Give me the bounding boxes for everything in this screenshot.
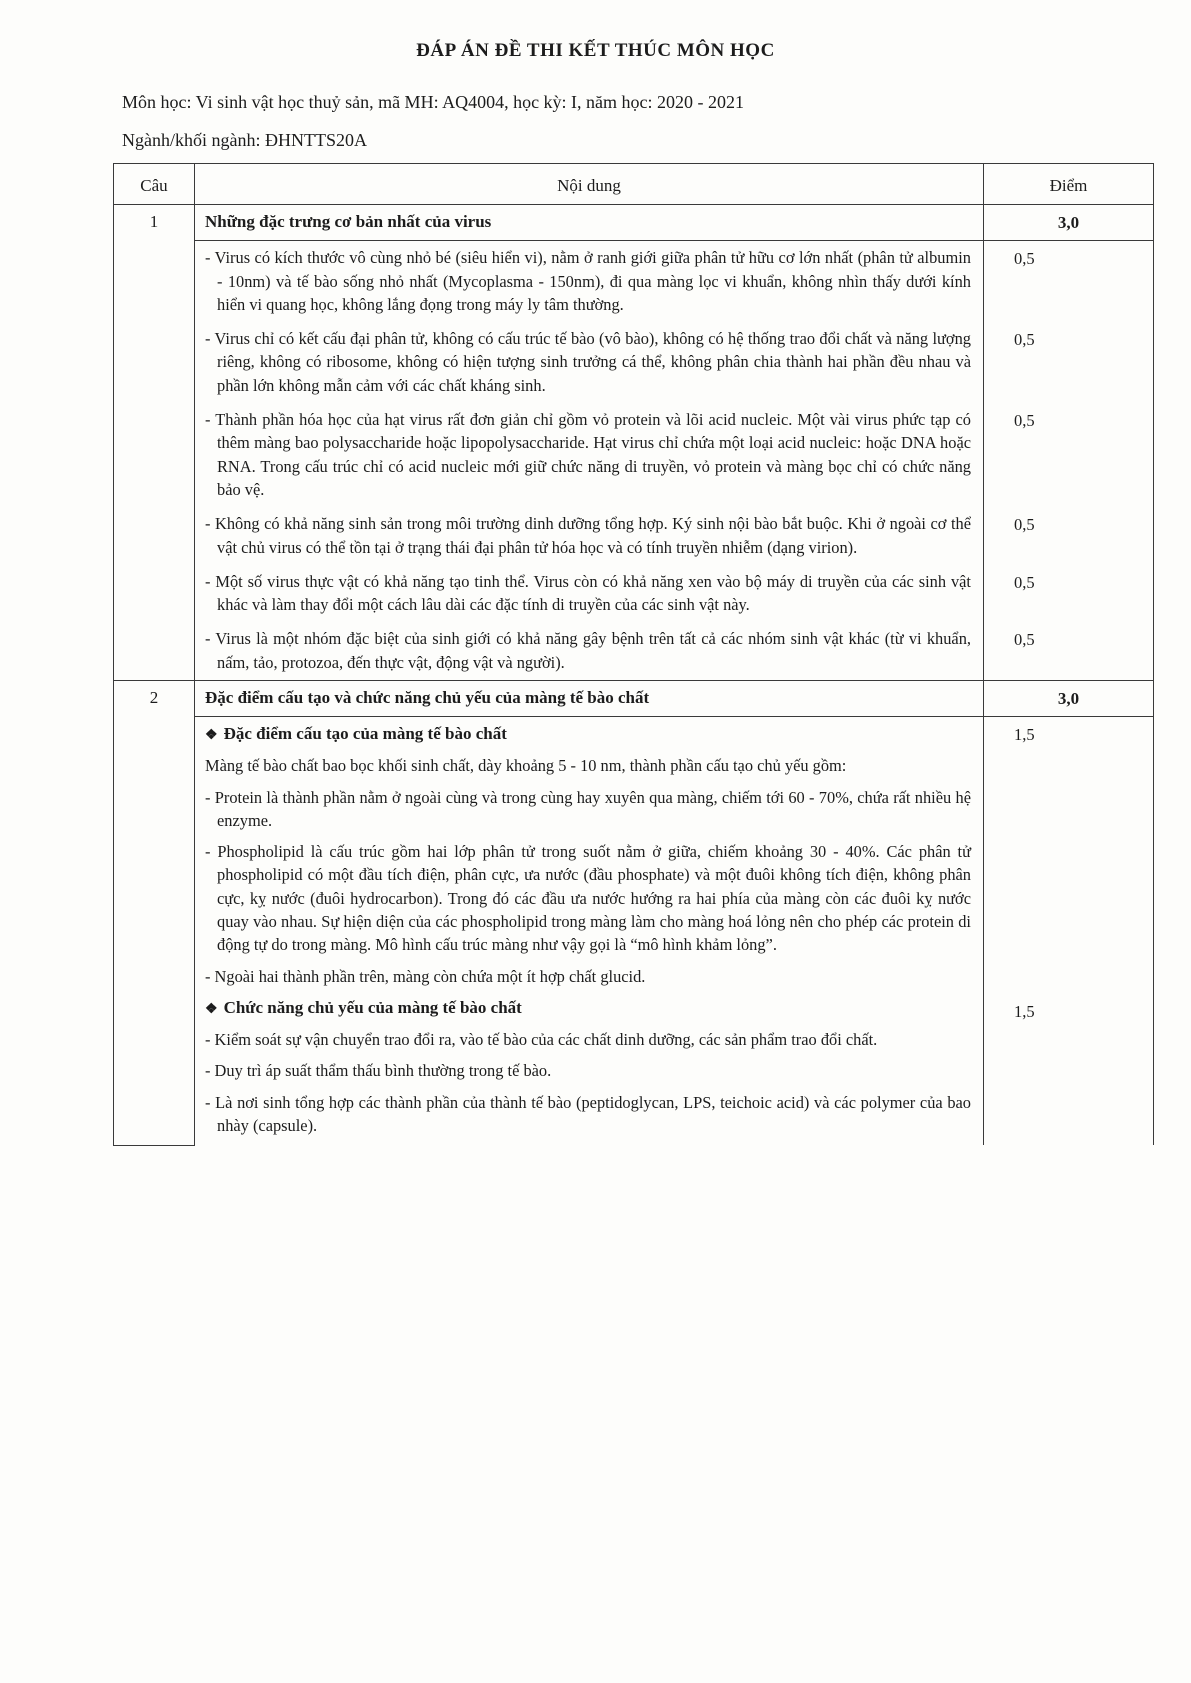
header-question: Câu <box>114 164 195 205</box>
diamond-bullet-icon: ❖ <box>205 1001 218 1017</box>
q1-item-row <box>114 565 1154 623</box>
q1-item-2: - Virus chỉ có kết cấu đại phân tử, không có cấu trúc tế bào (vô bào), không có hệ thống trao đổi chất và năng lượng riêng, không có ribosome, không có hiện tượng sinh trưởng cá thể, không phân chia thành hai phần đều nhau và phần lớn không mẫn cảm với các chất kháng sinh. <box>205 329 971 395</box>
q1-item-5: - Một số virus thực vật có khả năng tạo tinh thể. Virus còn có khả năng xen vào bộ máy di truyền của các sinh vật khác và làm thay đổi một cách lâu dài các đặc tính di truyền của các sinh vật này. <box>205 571 971 615</box>
q2-structure-item-2: - Phospholipid là cấu trúc gồm hai lớp phân tử trong suốt nằm ở giữa, chiếm khoảng 30 - 40%. Các phân tử phospholipid có một đầu tích điện, phân cực, ưa nước (đầu phosphate) và một đuôi không tích điện, không phân cực, kỵ nước (đuôi hydrocarbon). Trong đó các đầu ưa nước hướng ra hai phía của màng còn các đuôi kỵ nước quay vào nhau. Sự hiện diện của các phospholipid trong màng làm cho màng hoá lỏng nên cho phép các protein di động tự do trong màng. Mô hình cấu trúc màng như vậy gọi là “mô hình khảm lỏng”. <box>205 842 971 955</box>
q2-structure-heading: ❖ Đặc điểm cấu tạo của màng tế bào chất <box>205 724 507 744</box>
q1-heading-row <box>114 205 1154 241</box>
table-header-row <box>114 164 1154 205</box>
header-content: Nội dung <box>195 164 984 205</box>
q1-item-6: - Virus là một nhóm đặc biệt của sinh giới có khả năng gây bệnh trên tất cả các nhóm sinh vật khác (từ vi khuẩn, nấm, tảo, protozoa, đến thực vật, động vật và người). <box>205 629 971 672</box>
q2-function-item-3: - Là nơi sinh tổng hợp các thành phần của thành tế bào (peptidoglycan, LPS, teichoic acid) và các polymer của bao nhày (capsule). <box>205 1092 971 1135</box>
q2-structure-item-1: - Protein là thành phần nằm ở ngoài cùng và trong cùng hay xuyên qua màng, chiếm tới 60 - 70%, chứa rất nhiều hệ enzyme. <box>205 787 971 830</box>
document-title: ĐÁP ÁN ĐỀ THI KẾT THÚC MÔN HỌC <box>416 40 775 61</box>
q2-heading-row <box>114 681 1154 717</box>
q1-item-row <box>114 322 1154 403</box>
q1-item-4-score: 0,5 <box>984 507 1154 565</box>
q2-structure-score: 1,5 <box>984 717 1154 994</box>
q1-item-6-score: 0,5 <box>984 622 1154 680</box>
q1-item-row <box>114 507 1154 565</box>
q1-item-2-score: 0,5 <box>984 322 1154 403</box>
q1-item-row <box>114 622 1154 680</box>
q1-item-5-score: 0,5 <box>984 565 1154 623</box>
q2-total-score: 3,0 <box>984 681 1154 717</box>
q2-function-item-2: - Duy trì áp suất thẩm thấu bình thường trong tế bào. <box>205 1061 552 1081</box>
q2-function-score: 1,5 <box>984 994 1154 1145</box>
q1-total-score: 3,0 <box>984 205 1154 241</box>
q1-item-1: - Virus có kích thước vô cùng nhỏ bé (siêu hiển vi), nằm ở ranh giới giữa phân tử hữu cơ lớn nhất (phân tử albumin - 10nm) và tế bào sống nhỏ nhất (Mycoplasma - 150nm), đi qua màng lọc vi khuẩn, không nhìn thấy dưới kính hiển vi quang học, không lắng đọng trong máy ly tâm thường. <box>205 248 971 314</box>
q1-item-3: - Thành phần hóa học của hạt virus rất đơn giản chỉ gồm vỏ protein và lõi acid nucleic. Một vài virus phức tạp có thêm màng bao polysaccharide hoặc lipopolysaccharide. Hạt virus chỉ chứa một loại acid nucleic: hoặc DNA hoặc RNA. Trong cấu trúc chỉ có acid nucleic mới giữ chức năng di truyền, vỏ protein và màng bọc chỉ có chức năng bảo vệ. <box>205 410 971 499</box>
q2-function-row <box>114 994 1154 1145</box>
q1-item-3-score: 0,5 <box>984 403 1154 507</box>
q1-heading: Những đặc trưng cơ bản nhất của virus <box>195 205 984 241</box>
major-info: Ngành/khối ngành: ĐHNTTS20A <box>122 130 367 150</box>
diamond-bullet-icon: ❖ <box>205 728 218 744</box>
q2-function-item-1: - Kiểm soát sự vận chuyển trao đổi ra, vào tế bào của các chất dinh dưỡng, các sản phẩm trao đổi chất. <box>205 1030 878 1050</box>
q2-structure-item-3: - Ngoài hai thành phần trên, màng còn chứa một ít hợp chất glucid. <box>205 966 646 986</box>
answer-table <box>113 163 1154 1146</box>
header-score: Điểm <box>984 164 1154 205</box>
q2-structure-intro: Màng tế bào chất bao bọc khối sinh chất, dày khoảng 5 - 10 nm, thành phần cấu tạo chủ yếu gồm: <box>205 756 847 776</box>
q2-structure-row <box>114 717 1154 994</box>
q2-function-heading: ❖ Chức năng chủ yếu của màng tế bào chất <box>205 997 522 1017</box>
q2-number: 2 <box>114 681 195 1146</box>
q1-item-4: - Không có khả năng sinh sản trong môi trường dinh dưỡng tổng hợp. Ký sinh nội bào bắt buộc. Khi ở ngoài cơ thể vật chủ virus có thể tồn tại ở trạng thái đại phân tử hóa học và có tính truyền nhiễm (dạng virion). <box>205 514 971 557</box>
q1-number: 1 <box>114 205 195 681</box>
q1-item-1-score: 0,5 <box>984 241 1154 322</box>
q1-item-row <box>114 241 1154 322</box>
q1-item-row <box>114 403 1154 507</box>
q2-heading: Đặc điểm cấu tạo và chức năng chủ yếu của màng tế bào chất <box>195 681 984 717</box>
course-info: Môn học: Vi sinh vật học thuỷ sản, mã MH: AQ4004, học kỳ: I, năm học: 2020 - 2021 <box>122 92 745 112</box>
